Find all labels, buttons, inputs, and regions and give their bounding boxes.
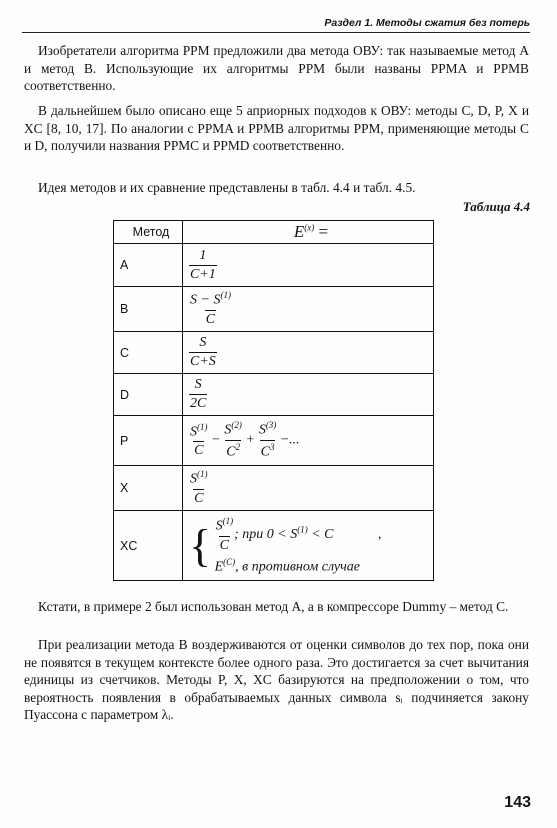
methods-table bbox=[113, 220, 434, 581]
fraction bbox=[189, 290, 232, 328]
denominator-superscript: 2 bbox=[235, 442, 241, 452]
table-caption: Таблица 4.4 bbox=[462, 199, 530, 214]
operator: − bbox=[208, 432, 224, 448]
numerator-superscript: (1) bbox=[197, 469, 208, 480]
denominator: 2C bbox=[190, 396, 207, 411]
fraction bbox=[223, 420, 243, 460]
case2-superscript: (C) bbox=[223, 556, 236, 567]
numerator-superscript: (2) bbox=[231, 420, 242, 431]
numerator-text: S bbox=[258, 423, 266, 438]
denominator: C bbox=[205, 311, 216, 327]
denominator: C+S bbox=[190, 354, 216, 369]
denominator: C bbox=[194, 443, 204, 459]
equals-sign: = bbox=[314, 222, 329, 241]
column-header-method: Метод bbox=[114, 221, 183, 244]
denominator-superscript: 3 bbox=[269, 442, 275, 452]
paragraph-4: Кстати, в примере 2 был использован метод A, а в компрессоре Dummy – метод C. bbox=[38, 599, 509, 614]
table-row bbox=[114, 332, 434, 374]
fraction bbox=[189, 377, 207, 412]
formula-cell bbox=[183, 244, 434, 287]
condition-superscript: (1) bbox=[297, 524, 308, 535]
formula-cell bbox=[183, 374, 434, 416]
method-cell: P bbox=[114, 416, 183, 466]
table-row bbox=[114, 374, 434, 416]
numerator bbox=[189, 469, 209, 489]
method-cell: XC bbox=[114, 511, 183, 581]
case2-text: , в противном случае bbox=[235, 559, 361, 575]
numerator bbox=[189, 290, 232, 310]
formula-cell bbox=[183, 416, 434, 466]
denominator bbox=[225, 440, 241, 461]
left-brace: { bbox=[189, 519, 212, 571]
denominator bbox=[260, 440, 276, 461]
fraction bbox=[189, 469, 209, 507]
numerator-text: S − S bbox=[190, 292, 221, 308]
denominator: C bbox=[219, 537, 230, 553]
fraction bbox=[215, 516, 235, 554]
case-line-1 bbox=[215, 516, 382, 554]
denominator: C+1 bbox=[190, 266, 216, 282]
fraction bbox=[189, 248, 217, 283]
paragraph-5: При реализации метода B воздерживаются от оценки символов до тех пор, пока они не появятся в текущем контексте более одного раза. Это достигается за счет вычитания единицы из счетчиков. Методы P, X, XC базируются на предположении о том, что вероятность появления в обрабатываемых данных символа sᵢ подчиняется закону Пуассона с параметром λᵢ. bbox=[24, 637, 529, 723]
table-header-row bbox=[114, 221, 434, 244]
page-number: 143 bbox=[504, 794, 531, 811]
numerator-superscript: (1) bbox=[220, 290, 231, 301]
numerator bbox=[189, 422, 209, 442]
fraction bbox=[258, 420, 278, 460]
numerator: S bbox=[194, 377, 202, 392]
formula-cell bbox=[183, 511, 434, 581]
numerator bbox=[223, 420, 243, 440]
formula-cell bbox=[183, 332, 434, 374]
table-row bbox=[114, 287, 434, 332]
method-cell: A bbox=[114, 244, 183, 287]
numerator-text: S bbox=[190, 471, 197, 487]
ellipsis: −... bbox=[277, 432, 300, 448]
numerator-superscript: (3) bbox=[265, 420, 277, 431]
table-row bbox=[114, 244, 434, 287]
table-row bbox=[114, 466, 434, 511]
fraction bbox=[189, 422, 209, 460]
denominator: C bbox=[194, 490, 204, 506]
fraction bbox=[189, 335, 217, 370]
numerator-text: S bbox=[190, 424, 197, 440]
numerator bbox=[215, 516, 235, 536]
denominator-text: C bbox=[226, 444, 236, 460]
numerator-superscript: (1) bbox=[222, 515, 234, 526]
case-line-2 bbox=[215, 557, 382, 576]
e-superscript: (x) bbox=[304, 222, 315, 233]
operator: + bbox=[242, 432, 258, 448]
numerator bbox=[258, 420, 278, 440]
denominator-text: C bbox=[260, 444, 270, 460]
column-header-formula bbox=[183, 221, 434, 244]
formula-cell bbox=[183, 287, 434, 332]
running-header: Раздел 1. Методы сжатия без потерь bbox=[22, 14, 530, 33]
method-cell: X bbox=[114, 466, 183, 511]
numerator-text: S bbox=[224, 423, 232, 438]
table-row bbox=[114, 416, 434, 466]
case2-symbol: E bbox=[214, 559, 224, 575]
method-cell: C bbox=[114, 332, 183, 374]
piecewise-cases bbox=[215, 516, 382, 575]
numerator-superscript: (1) bbox=[197, 421, 208, 432]
table-row bbox=[114, 511, 434, 581]
numerator: 1 bbox=[199, 247, 207, 263]
method-cell: B bbox=[114, 287, 183, 332]
paragraph-2: В дальнейшем было описано еще 5 априорных подходов к ОВУ: методы C, D, P, X и XC [8, 10, 17]. По аналогии с PPMA и PPMB алгоритмы PPM, применяющие методы C и D, получили названия PPMC и PPMD соответственно. bbox=[24, 103, 529, 154]
formula-cell bbox=[183, 466, 434, 511]
paragraph-1: Изобретатели алгоритма PPM предложили два метода ОВУ: так называемые метод A и метод B. Использующие их алгоритмы PPM были названы PPMA и PPMB соответственно. bbox=[24, 43, 529, 94]
condition: ; при 0 < S bbox=[234, 526, 298, 542]
paragraph-3: Идея методов и их сравнение представлены в табл. 4.4 и табл. 4.5. bbox=[38, 180, 416, 195]
condition-tail: < C bbox=[307, 526, 334, 542]
e-symbol: E bbox=[293, 222, 305, 241]
numerator: S bbox=[199, 335, 207, 350]
method-cell: D bbox=[114, 374, 183, 416]
comma: , bbox=[378, 526, 382, 542]
numerator-text: S bbox=[215, 518, 223, 534]
